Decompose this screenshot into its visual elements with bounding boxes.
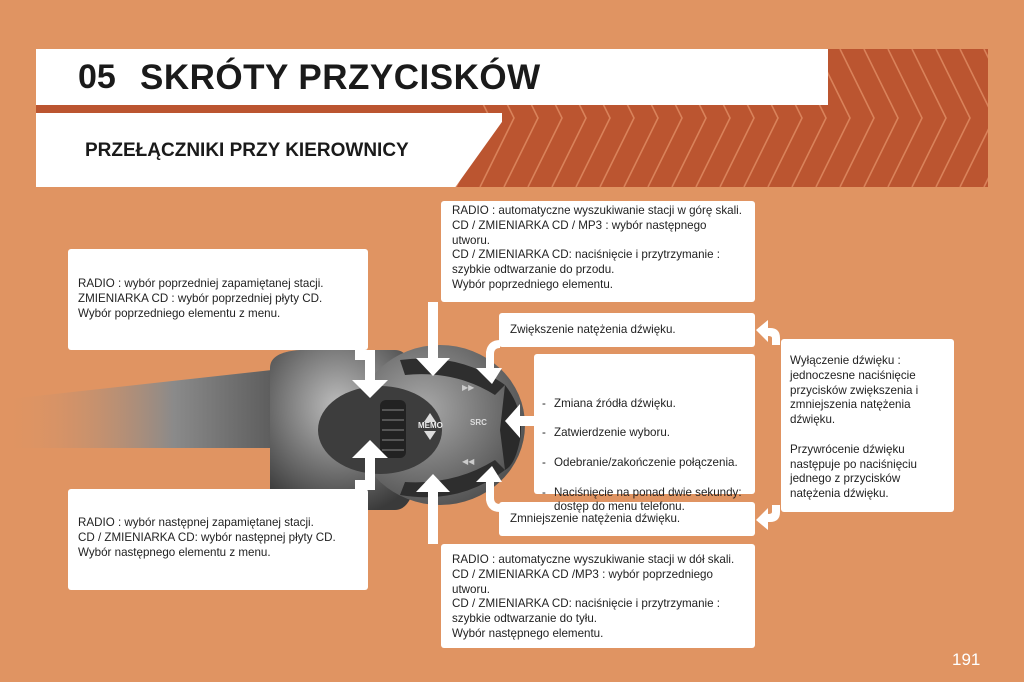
callout-bottom-left	[68, 489, 368, 590]
volume-down-text: Zmniejszenie natężenia dźwięku.	[510, 512, 681, 525]
callout-top-left	[68, 249, 368, 350]
volume-up-text: Zwiększenie natężenia dźwięku.	[510, 323, 676, 336]
next-track-icon: ▶▶	[462, 383, 475, 392]
arrow-up-icon	[416, 474, 450, 544]
src-item: - Naciśnięcie na ponad dwie sekundy: dostęp do menu telefonu.	[534, 486, 747, 516]
callout-mute	[781, 339, 954, 512]
volume-up-arrow-icon	[476, 340, 502, 384]
chapter-title: SKRÓTY PRZYCISKÓW	[140, 58, 541, 97]
mute-arrow-up-icon	[756, 320, 780, 345]
src-item: - Zatwierdzenie wyboru.	[534, 426, 747, 441]
page-number: 191	[952, 650, 981, 669]
callout-top-left-text: RADIO : wybór poprzedniej zapamiętanej stacji. ZMIENIARKA CD : wybór poprzedniej płyty CD. Wybór poprzedniego elementu z menu.	[78, 277, 324, 320]
arrow-down-icon	[416, 302, 450, 376]
callout-bottom-center	[441, 544, 755, 648]
section-title: PRZEŁĄCZNIKI PRZY KIEROWNICY	[85, 140, 409, 161]
mute-arrow-down-icon	[756, 505, 780, 530]
src-item: - Zmiana źródła dźwięku.	[534, 397, 747, 412]
callout-src	[534, 354, 755, 514]
prev-track-icon: ◀◀	[462, 457, 475, 466]
callout-bottom-left-text: RADIO : wybór następnej zapamiętanej stacji. CD / ZMIENIARKA CD: wybór następnej płyty CD. Wybór następnego elementu z menu.	[78, 516, 336, 559]
callout-bottom-center-text: RADIO : automatyczne wyszukiwanie stacji w dół skali. CD / ZMIENIARKA CD /MP3 : wybór poprzedniego utworu. CD / ZMIENIARKA CD: naciśnięcie i przytrzymanie : szybkie odtwarzanie do tyłu. Wybór następnego elementu.	[452, 553, 735, 640]
src-item: - Odebranie/zakończenie połączenia.	[534, 456, 747, 471]
src-list	[534, 354, 755, 530]
src-label: SRC	[470, 418, 487, 427]
memo-label: MEMO	[418, 421, 443, 430]
chapter-number: 05	[78, 58, 116, 96]
mute-text: Wyłączenie dźwięku : jednoczesne naciśnięcie przycisków zwiększenia i zmniejszenia natężenia dźwięku. Przywrócenie dźwięku następuje po naciśnięciu jednego z przycisków natężenia dźwięku.	[790, 354, 919, 501]
callout-volume-up	[499, 313, 755, 347]
arrow-up-icon	[352, 440, 388, 490]
arrow-down-icon	[352, 350, 388, 398]
callout-top-center	[441, 201, 755, 302]
callout-top-center-text: RADIO : automatyczne wyszukiwanie stacji w górę skali. CD / ZMIENIARKA CD / MP3 : wybór następnego utworu. CD / ZMIENIARKA CD: naciśnięcie i przytrzymanie : szybkie odtwarzanie do przodu. Wybór poprzedniego elementu.	[452, 204, 742, 291]
arrow-left-icon	[505, 404, 534, 438]
